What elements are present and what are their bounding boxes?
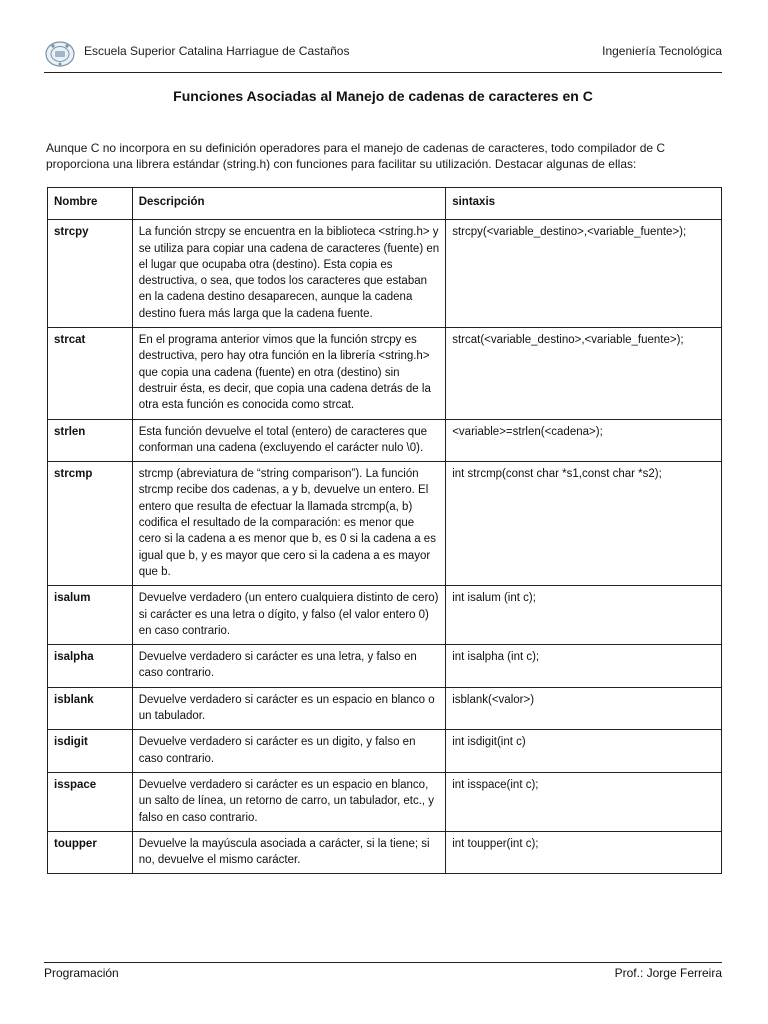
function-syntax: isblank(<valor>) <box>446 687 722 730</box>
function-name: isalpha <box>48 645 133 688</box>
page-header <box>44 36 722 73</box>
table-row <box>48 220 722 328</box>
function-description: Devuelve verdadero si carácter es un digito, y falso en caso contrario. <box>132 730 446 773</box>
function-name: isblank <box>48 687 133 730</box>
table-row <box>48 831 722 874</box>
function-syntax: <variable>=strlen(<cadena>); <box>446 419 722 462</box>
table-row <box>48 645 722 688</box>
function-description: Devuelve verdadero si carácter es un espacio en blanco, un salto de línea, un retorno de carro, un tabulador, etc., y falso en caso contrario. <box>132 772 446 831</box>
function-description: Devuelve verdadero si carácter es un espacio en blanco o un tabulador. <box>132 687 446 730</box>
function-description: La función strcpy se encuentra en la biblioteca <string.h> y se utiliza para copiar una cadena de caracteres (fuente) en el lugar que ocupaba otra (destino). Esta copia es destructiva, o sea, que todos los caracteres que estaban en la cadena destino desaparecen, aunque la cadena destino fuera más larga que la cadena fuente. <box>132 220 446 328</box>
teacher-name: Prof.: Jorge Ferreira <box>614 966 722 980</box>
table-row <box>48 586 722 645</box>
function-name: strcpy <box>48 220 133 328</box>
header-description: Descripción <box>132 188 446 220</box>
functions-table <box>47 187 722 874</box>
course-name: Programación <box>44 966 119 980</box>
function-syntax: int isspace(int c); <box>446 772 722 831</box>
intro-paragraph: Aunque C no incorpora en su definición operadores para el manejo de cadenas de caracteres, todo compilador de C proporciona una librera estándar (string.h) con funciones para facilitar su utilización. Destacar algunas de ellas: <box>46 141 666 171</box>
table-row <box>48 419 722 462</box>
school-name: Escuela Superior Catalina Harriague de Castaños <box>84 44 350 58</box>
department-name: Ingeniería Tecnológica <box>602 44 722 58</box>
table-row <box>48 687 722 730</box>
function-syntax: int isdigit(int c) <box>446 730 722 773</box>
header-name: Nombre <box>48 188 133 220</box>
table-row <box>48 772 722 831</box>
function-syntax: int toupper(int c); <box>446 831 722 874</box>
header-syntax: sintaxis <box>446 188 722 220</box>
table-row <box>48 462 722 586</box>
function-description: Devuelve la mayúscula asociada a carácter, si la tiene; si no, devuelve el mismo carácter. <box>132 831 446 874</box>
function-syntax: strcat(<variable_destino>,<variable_fuente>); <box>446 328 722 419</box>
function-name: toupper <box>48 831 133 874</box>
school-seal-icon <box>44 40 76 68</box>
page-footer <box>44 962 722 983</box>
function-syntax: int strcmp(const char *s1,const char *s2); <box>446 462 722 586</box>
function-name: isspace <box>48 772 133 831</box>
function-description: Devuelve verdadero si carácter es una letra, y falso en caso contrario. <box>132 645 446 688</box>
function-description: strcmp (abreviatura de “string comparison”). La función strcmp recibe dos cadenas, a y b, devuelve un entero. El entero que resulta de efectuar la llamada strcmp(a, b) codifica el resultado de la comparación: es menor que cero si la cadena a es menor que b, es 0 si la cadena a es igual que b, y es mayor que cero si la cadena a es mayor que b. <box>132 462 446 586</box>
function-description: En el programa anterior vimos que la función strcpy es destructiva, pero hay otra función en la librería <string.h> que copia una cadena (fuente) en otra (destino) sin destruir ésta, es decir, que copia una cadena detrás de la otra esta función es conocida como strcat. <box>132 328 446 419</box>
function-description: Esta función devuelve el total (entero) de caracteres que conforman una cadena (excluyendo el carácter nulo \0). <box>132 419 446 462</box>
function-syntax: int isalum (int c); <box>446 586 722 645</box>
document-title: Funciones Asociadas al Manejo de cadenas de caracteres en C <box>173 88 593 104</box>
table-row <box>48 328 722 419</box>
table-header-row <box>48 188 722 220</box>
function-syntax: strcpy(<variable_destino>,<variable_fuente>); <box>446 220 722 328</box>
function-name: strlen <box>48 419 133 462</box>
function-syntax: int isalpha (int c); <box>446 645 722 688</box>
function-name: isalum <box>48 586 133 645</box>
function-description: Devuelve verdadero (un entero cualquiera distinto de cero) si carácter es una letra o dígito, y falso (el valor entero 0) en caso contrario. <box>132 586 446 645</box>
function-name: strcmp <box>48 462 133 586</box>
function-name: isdigit <box>48 730 133 773</box>
table-row <box>48 730 722 773</box>
function-name: strcat <box>48 328 133 419</box>
